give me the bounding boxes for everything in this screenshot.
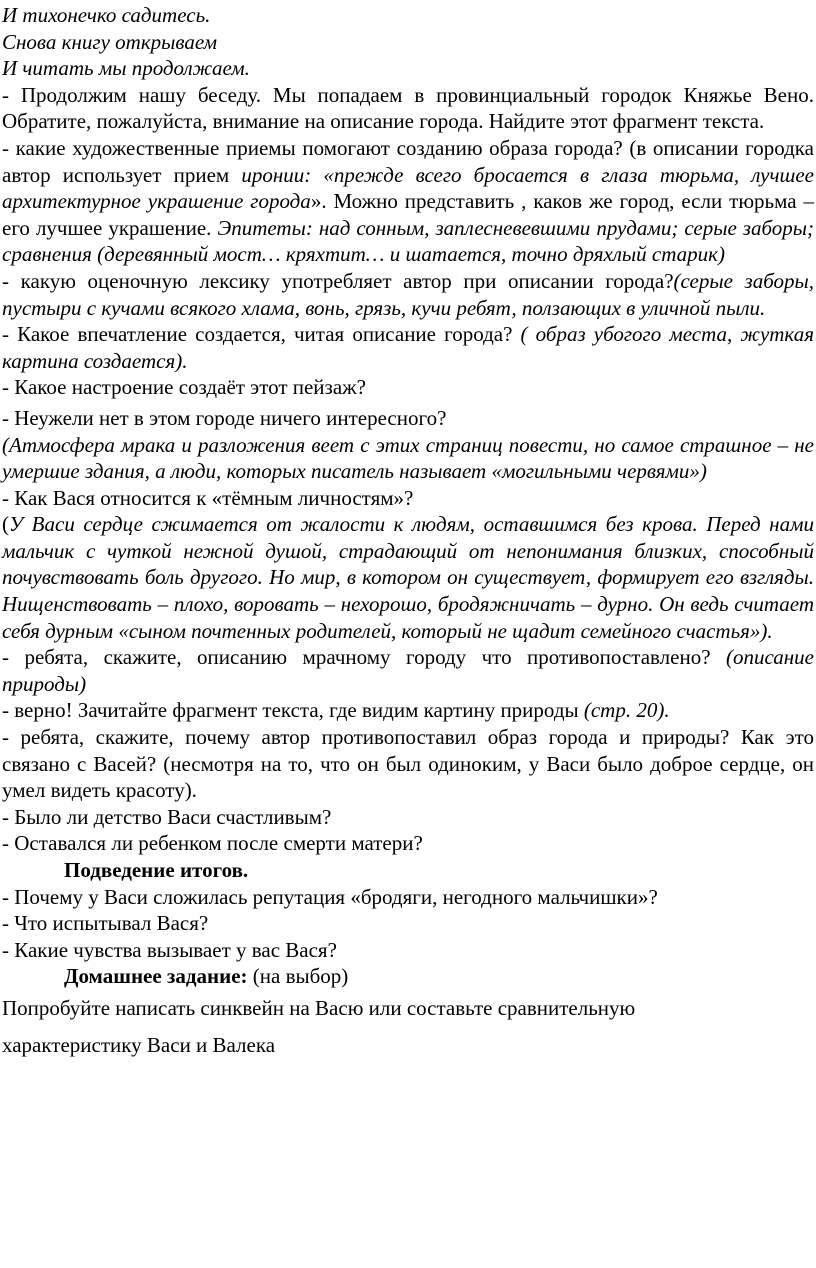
question-text: - Какое впечатление создается, читая описание города? <box>2 322 521 347</box>
paragraph-impression <box>2 321 814 374</box>
homework-label: Домашнее задание: <box>64 964 248 989</box>
paragraph-evaluative-lexicon <box>2 268 814 321</box>
paragraph-atmosphere: (Атмосфера мрака и разложения веет с этих страниц повести, но самое страшное – не умершие здания, а люди, которых писатель называет «могильными червями») <box>2 432 814 484</box>
paragraph-reader-feelings: - Какие чувства вызывает у вас Вася? <box>2 937 337 962</box>
paragraph-nature-fragment <box>2 697 814 724</box>
paragraph-after-mother: - Оставался ли ребенком после смерти матери? <box>2 831 423 856</box>
answer-text: (описание природы) <box>2 645 814 696</box>
poem-line-1: И тихонечко садитесь. <box>2 3 211 27</box>
answer-text: ( образ убогого места, жуткая картина создается). <box>2 322 814 373</box>
poem-line-3: И читать мы продолжаем. <box>2 56 250 81</box>
homework-note: (на выбор) <box>247 964 349 989</box>
paragraph-childhood: - Было ли детство Васи счастливым? <box>2 804 332 829</box>
paragraph-contrast <box>2 644 814 697</box>
homework-line-2: характеристику Васи и Валека <box>2 1032 276 1057</box>
homework-line-1: Попробуйте написать синквейн на Васю или составьте сравнительную <box>2 995 636 1020</box>
explanation-text: ». Можно представить , каков же город, если тюрьма – его лучшее украшение. <box>2 189 814 240</box>
poem-line-2: Снова книгу открываем <box>2 29 218 54</box>
homework-heading <box>2 963 814 990</box>
answer-text: У Васи сердце сжимается от жалости к людям, оставшимся без крова. Перед нами мальчик с чуткой нежной душой, страдающий от непонимания близких, способный почувствовать боль другого. Но мир, в котором он существует, формирует его взгляды. Нищенствовать – плохо, воровать – нехорошо, бродяжничать – дурно. Он ведь считает себя дурным «сыном почтенных родителей, который не щадит семейного счастья»). <box>2 512 814 643</box>
question-text: - ребята, скажите, описанию мрачному городу что противопоставлено? <box>2 645 726 670</box>
open-paren: ( <box>2 512 9 537</box>
paragraph-why-contrast: - ребята, скажите, почему автор противопоставил образ города и природы? Как это связано с Васей? (несмотря на то, что он был одиноким, у Васи было доброе сердце, он умел видеть красоту). <box>2 725 814 803</box>
paragraph-artistic-devices <box>2 135 814 268</box>
paragraph-feelings: - Что испытывал Вася? <box>2 911 209 936</box>
paragraph-mood: - Какое настроение создаёт этот пейзаж? <box>2 375 366 400</box>
epithets-text: Эпитеты: над сонным, заплесневевшими прудами; серые заборы; сравнения (деревянный мост… кряхтит… и шатается, точно дряхлый старик) <box>2 215 815 267</box>
page-reference: (стр. 20). <box>583 698 670 723</box>
paragraph-interesting: - Неужели нет в этом городе ничего интересного? <box>2 405 447 430</box>
answer-text: (серые заборы, пустыри с кучами всякого хлама, вонь, грязь, кучи ребят, ползающих в уличной пыли. <box>2 268 814 320</box>
question-text: - верно! Зачитайте фрагмент текста, где видим картину природы <box>2 698 584 723</box>
paragraph-vasya-heart <box>2 511 814 644</box>
question-text: - какие художественные приемы помогают созданию образа города? (в описании городка автор использует прием <box>2 135 814 187</box>
irony-text: иронии: «прежде всего бросается в глаза тюрьма, лучшее архитектурное украшение города <box>2 162 814 214</box>
question-text: - какую оценочную лексику употребляет автор при описании города? <box>2 268 674 293</box>
paragraph-conversation: - Продолжим нашу беседу. Мы попадаем в провинциальный городок Княжье Вено. Обратите, пожалуйста, внимание на описание города. Найдите этот фрагмент текста. <box>2 82 814 134</box>
summary-heading: Подведение итогов. <box>64 858 249 882</box>
paragraph-dark-persons: - Как Вася относится к «тёмным личностям»? <box>2 485 414 510</box>
paragraph-reputation: - Почему у Васи сложилась репутация «бродяги, негодного мальчишки»? <box>2 884 658 909</box>
